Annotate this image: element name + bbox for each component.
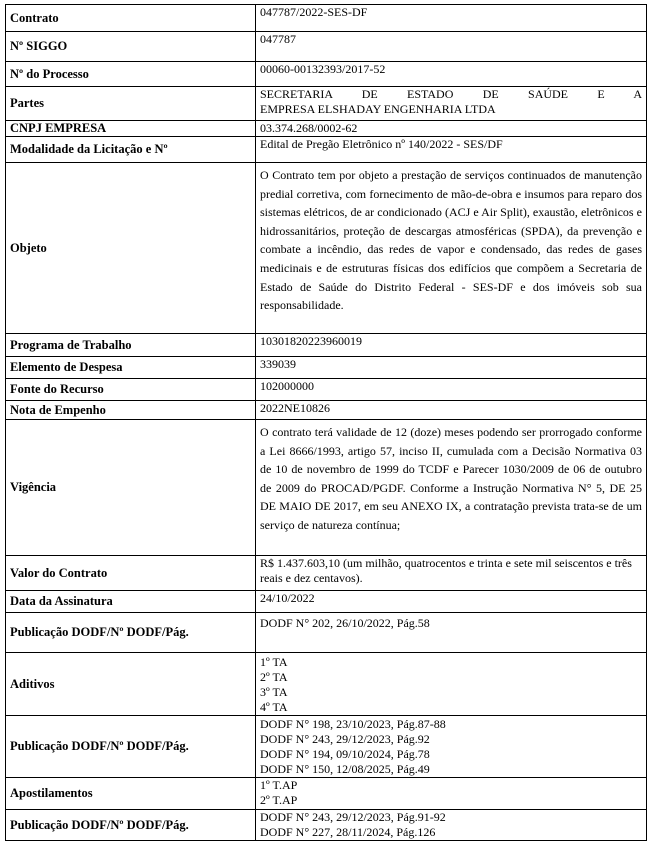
label-valor: Valor do Contrato: [6, 556, 256, 591]
row-assinatura: [6, 591, 647, 613]
row-valor: [6, 556, 647, 591]
row-modalidade: [6, 137, 647, 163]
value-empenho: 2022NE10826: [256, 401, 647, 420]
label-contrato: Contrato: [6, 5, 256, 32]
row-partes: [6, 87, 647, 121]
label-publicacao-3: Publicação DODF/Nº DODF/Pág.: [6, 810, 256, 841]
apostilamento-item: 1º T.AP: [260, 778, 298, 792]
value-vigencia: O contrato terá validade de 12 (doze) meses podendo ser prorrogado conforme a Lei 8666/1993, artigo 57, inciso II, cumulada com a Decisão Normativa 03 de 10 de novembro de 1999 do TCDF e Parecer 1030/2009 de 06 de outubro de 2009 do PROCAD/PGDF. Conforme a Instrução Normativa N° 5, DE 25 DE MAIO DE 2017, em seu ANEXO IX, a contratação prevista trata-se de um serviço de natureza contínua;: [256, 420, 647, 556]
row-programa: [6, 334, 647, 357]
label-objeto: Objeto: [6, 163, 256, 334]
value-apostilamentos: [256, 778, 647, 810]
row-fonte: [6, 379, 647, 401]
label-cnpj: CNPJ EMPRESA: [6, 121, 256, 137]
contract-summary-table: [5, 4, 647, 841]
label-fonte: Fonte do Recurso: [6, 379, 256, 401]
row-empenho: [6, 401, 647, 420]
value-fonte: 102000000: [256, 379, 647, 401]
label-publicacao-2: Publicação DODF/Nº DODF/Pág.: [6, 716, 256, 778]
partes-line-2: EMPRESA ELSHADAY ENGENHARIA LTDA: [260, 102, 496, 116]
value-modalidade: Edital de Pregão Eletrônico nº 140/2022 - SES/DF: [256, 137, 647, 163]
value-valor: R$ 1.437.603,10 (um milhão, quatrocentos e trinta e sete mil seiscentos e três reais e dez centavos).: [256, 556, 647, 591]
row-cnpj: [6, 121, 647, 137]
publicacao-item: DODF N° 194, 09/10/2024, Pág.78: [260, 747, 430, 761]
row-apostilamentos: [6, 778, 647, 810]
aditivo-item: 1º TA: [260, 655, 288, 669]
publicacao-item: DODF N° 243, 29/12/2023, Pág.92: [260, 732, 430, 746]
label-processo: Nº do Processo: [6, 62, 256, 87]
row-vigencia: [6, 420, 647, 556]
label-partes: Partes: [6, 87, 256, 121]
label-modalidade: Modalidade da Licitação e Nº: [6, 137, 256, 163]
row-publicacao-2: [6, 716, 647, 778]
value-objeto: O Contrato tem por objeto a prestação de serviços continuados de manutenção predial corretiva, com fornecimento de mão-de-obra e insumos para reparo dos sistemas elétricos, de ar condicionado (ACJ e Air Split), exaustão, eletrônicos e hidrossanitários, proteção de descargas atmosféricas (SPDA), da prevenção e combate a incêndio, das redes de vapor e condensado, das redes de gases medicinais e de estruturas físicas dos edifícios que compõem a Secretaria de Estado de Saúde do Distrito Federal - SES-DF e dos imóveis sob sua responsabilidade.: [256, 163, 647, 334]
apostilamento-item: 2º T.AP: [260, 793, 298, 807]
row-objeto: [6, 163, 647, 334]
aditivo-item: 3º TA: [260, 685, 288, 699]
row-elemento: [6, 357, 647, 379]
aditivo-item: 2º TA: [260, 670, 288, 684]
label-programa: Programa de Trabalho: [6, 334, 256, 357]
row-publicacao-1: [6, 613, 647, 653]
value-publicacao-3: [256, 810, 647, 841]
value-siggo: 047787: [256, 32, 647, 62]
publicacao-item: DODF N° 198, 23/10/2023, Pág.87-88: [260, 717, 446, 731]
aditivo-item: 4º TA: [260, 700, 288, 714]
row-processo: [6, 62, 647, 87]
partes-line-1: SECRETARIA DE ESTADO DE SAÚDE E A: [260, 87, 642, 101]
label-vigencia: Vigência: [6, 420, 256, 556]
value-publicacao-2: [256, 716, 647, 778]
label-assinatura: Data da Assinatura: [6, 591, 256, 613]
row-siggo: [6, 32, 647, 62]
value-elemento: 339039: [256, 357, 647, 379]
label-empenho: Nota de Empenho: [6, 401, 256, 420]
row-publicacao-3: [6, 810, 647, 841]
value-contrato: 047787/2022-SES-DF: [256, 5, 647, 32]
label-aditivos: Aditivos: [6, 653, 256, 716]
row-aditivos: [6, 653, 647, 716]
publicacao-item: DODF N° 150, 12/08/2025, Pág.49: [260, 762, 430, 776]
value-programa: 10301820223960019: [256, 334, 647, 357]
value-cnpj: 03.374.268/0002-62: [256, 121, 647, 137]
row-contrato: [6, 5, 647, 32]
label-publicacao-1: Publicação DODF/Nº DODF/Pág.: [6, 613, 256, 653]
label-elemento: Elemento de Despesa: [6, 357, 256, 379]
value-assinatura: 24/10/2022: [256, 591, 647, 613]
label-siggo: Nº SIGGO: [6, 32, 256, 62]
publicacao-item: DODF N° 227, 28/11/2024, Pág.126: [260, 825, 436, 839]
value-publicacao-1: DODF N° 202, 26/10/2022, Pág.58: [256, 613, 647, 653]
value-partes: [256, 87, 647, 121]
label-apostilamentos: Apostilamentos: [6, 778, 256, 810]
value-aditivos: [256, 653, 647, 716]
publicacao-item: DODF N° 243, 29/12/2023, Pág.91-92: [260, 810, 446, 824]
value-processo: 00060-00132393/2017-52: [256, 62, 647, 87]
